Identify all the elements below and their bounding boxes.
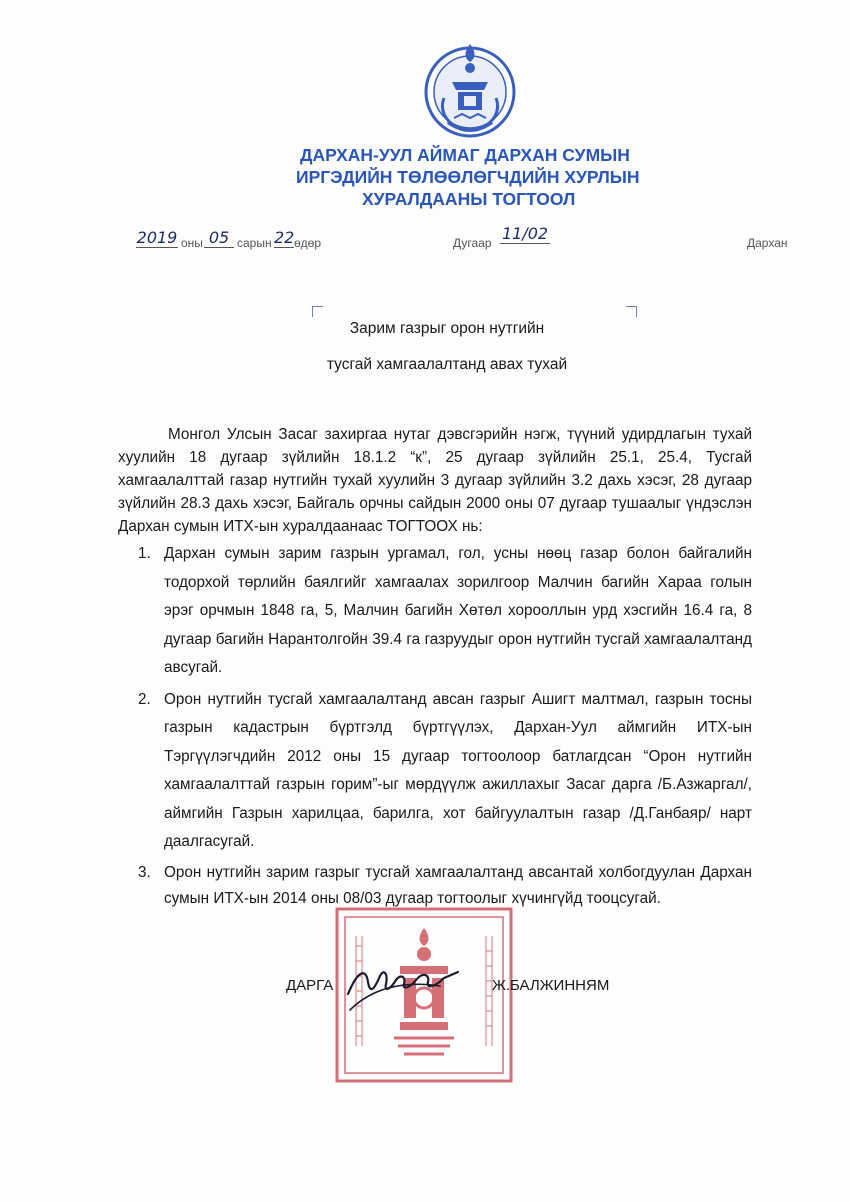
state-emblem-icon	[418, 38, 522, 142]
date-year: 2019	[136, 228, 178, 247]
resolution-list	[118, 540, 752, 912]
list-item-number: 2.	[138, 690, 151, 708]
handwritten-signature-icon	[340, 950, 470, 1020]
list-item	[118, 860, 752, 912]
list-item-number: 3.	[138, 863, 151, 881]
subject-line-2: тусгай хамгаалалтанд авах тухай	[326, 356, 568, 373]
number-label: Дугаар	[453, 236, 492, 250]
signatory-name: Ж.БАЛЖИННЯМ	[492, 977, 610, 994]
place-name: Дархан	[747, 236, 788, 250]
signatory-title: ДАРГА	[286, 977, 334, 994]
subject-corner-right	[626, 306, 637, 317]
list-item	[118, 540, 752, 683]
list-item-text: Орон нутгийн тусгай хамгаалалтанд авсан газрыг Ашигт малтмал, газрын тосны газрын кадастрын бүртгэлд бүртгүүлэх, Дархан-Уул аймгийн ИТХ-ын Тэргүүлэгчдийн 2012 оны 15 дугаар тогтоолоор батлагдсан “Орон нутгийн хамгаалалттай газрын горим”-ыг мөрдүүлж ажиллахыг Засаг дарга /Б.Азжаргал/, аймгийн Газрын харилцаа, барилга, хот байгуулалтын газар /Д.Ганбаяр/ нарт даалгасугай.	[164, 690, 752, 850]
subject-line-1: Зарим газрыг орон нутгийн	[349, 320, 545, 337]
date-month: 05	[204, 228, 234, 248]
document-number: 11/02	[501, 224, 549, 243]
subject-corner-left	[312, 306, 323, 317]
date-month-label: сарын	[237, 236, 272, 250]
list-item	[118, 686, 752, 857]
header-line-1: ДАРХАН-УУЛ АЙМАГ ДАРХАН СУМЫН	[300, 145, 630, 165]
list-item-text: Орон нутгийн зарим газрыг тусгай хамгаалалтанд авсантай холбогдуулан Дархан сумын ИТХ-ын 2014 оны 08/03 дугаар тогтоолыг хүчингүйд тооцсугай.	[164, 863, 752, 907]
header-line-2: ИРГЭДИЙН ТӨЛӨӨЛӨГЧДИЙН ХУРЛЫН	[296, 167, 640, 187]
date-day-label: өдөр	[294, 236, 322, 250]
date-day: 22	[274, 228, 295, 247]
preamble-text: Монгол Улсын Засаг захиргаа нутаг дэвсгэрийн нэгж, түүний удирдлагын тухай хуулийн 18 дугаар зүйлийн 18.1.2 “к”, 25 дугаар зүйлийн 25.1, 25.4, Тусгай хамгаалалттай газар нутгийн тухай хуулийн 3 дугаар зүйлийн 3.2 дахь хэсэг, 28 дугаар зүйлийн 28.3 дахь хэсэг, Байгаль орчны сайдын 2000 оны 07 дугаар тушаалыг үндэслэн Дархан сумын ИТХ-ын хуралдаанаас ТОГТООХ нь:	[118, 426, 752, 535]
preamble	[118, 423, 752, 538]
date-line	[0, 224, 850, 252]
list-item-text: Дархан сумын зарим газрын ургамал, гол, усны нөөц газар болон байгалийн тодорхой төрлийн баялгийг хамгаалах зорилгоор Малчин багийн Хараа голын эрэг орчмын 1848 га, 5, Малчин багийн Хөтөл хорооллын урд хэсгийн 16.4 га, 8 дугаар багийн Нарантолгойн 39.4 га газруудыг орон нутгийн тусгай хамгаалалтанд авсугай.	[164, 545, 752, 676]
header-line-3: ХУРАЛДААНЫ ТОГТООЛ	[362, 189, 576, 209]
date-year-label: оны	[181, 236, 203, 250]
list-item-number: 1.	[138, 545, 151, 562]
